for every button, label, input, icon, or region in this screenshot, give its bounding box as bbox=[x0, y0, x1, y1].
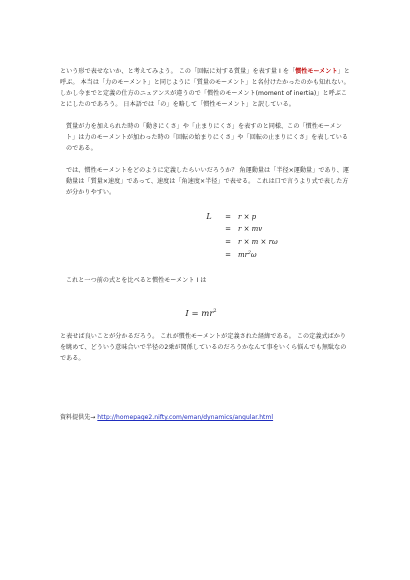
paragraph-conclusion: と表せば良いことが分かるだろう。 これが慣性モーメントが定義された経緯である。 この定義式ばかりを眺めて、どういう意味合いで半径の2乗が関係しているのだろうかなんて事をいくら悩んでも無駄なのである。 bbox=[60, 333, 347, 362]
equals-sign: = bbox=[225, 213, 231, 221]
equation-row bbox=[200, 238, 350, 251]
paragraph-inertia-analogy: 質量が力を加えられた時の「動きにくさ」や「止まりにくさ」を表すのと同様、この「慣性モーメント」は力のモーメントが加わった時の「回転の始まりにくさ」や「回転の止まりにくさ」を表しているのである。 bbox=[66, 123, 349, 152]
equation-rhs: r × mv bbox=[238, 225, 263, 233]
angular-momentum-derivation bbox=[200, 212, 350, 264]
exponent: 2 bbox=[247, 251, 251, 256]
equation-rhs: r × p bbox=[238, 213, 257, 221]
exponent: 2 bbox=[213, 308, 217, 314]
equation-rhs bbox=[238, 251, 257, 259]
equation-rhs: r × m × rω bbox=[238, 238, 278, 246]
paragraph-definition-question: では、慣性モーメントをどのように定義したらいいだろうか？ 角運動量は「半径×運動量」であり、運動量は「質量×速度」であって、速度は「角速度×半径」で表せる。 これは口で言うより式で表した方が分かりやすい。 bbox=[66, 167, 350, 196]
equation-term: mr bbox=[238, 251, 248, 259]
paragraph-moment-of-inertia-naming bbox=[60, 66, 350, 110]
equals-sign: = bbox=[225, 238, 231, 246]
source-label: 資料提供先→ bbox=[60, 414, 96, 421]
equals-sign: = bbox=[225, 225, 231, 233]
equation-term: ω bbox=[250, 251, 257, 259]
source-link[interactable]: http://homepage2.nifty.com/eman/dynamics/angular.html bbox=[97, 414, 274, 421]
paragraph-compare: これと一つ前の式とを比べると慣性モーメント I は bbox=[66, 277, 207, 284]
equation-row bbox=[200, 212, 350, 225]
equation-lhs: L bbox=[206, 212, 212, 221]
equation-term: I = mr bbox=[185, 309, 214, 319]
text-segment: という形で表せないか、と考えてみよう。 この「回転に対する質量」を表す量 I を「 bbox=[60, 68, 296, 75]
equation-row bbox=[200, 251, 350, 264]
source-line bbox=[60, 412, 350, 423]
highlight-term: 慣性モーメント bbox=[295, 68, 338, 75]
equals-sign: = bbox=[225, 251, 231, 259]
text-segment: 」と呼ぶ。 本当は「力のモーメント」と同じように「質量のモーメント」と名付けたかったのかも知れない。しかし今までと定義の仕方のニュアンスが違うので「慣性のモーメント(moment of inertia)」と呼ぶことにしたのであろう。 日本語では「の」を略して「慣性モーメント」と訳している。 bbox=[60, 68, 350, 108]
equation-row bbox=[200, 225, 350, 238]
moment-of-inertia-equation bbox=[60, 308, 350, 319]
